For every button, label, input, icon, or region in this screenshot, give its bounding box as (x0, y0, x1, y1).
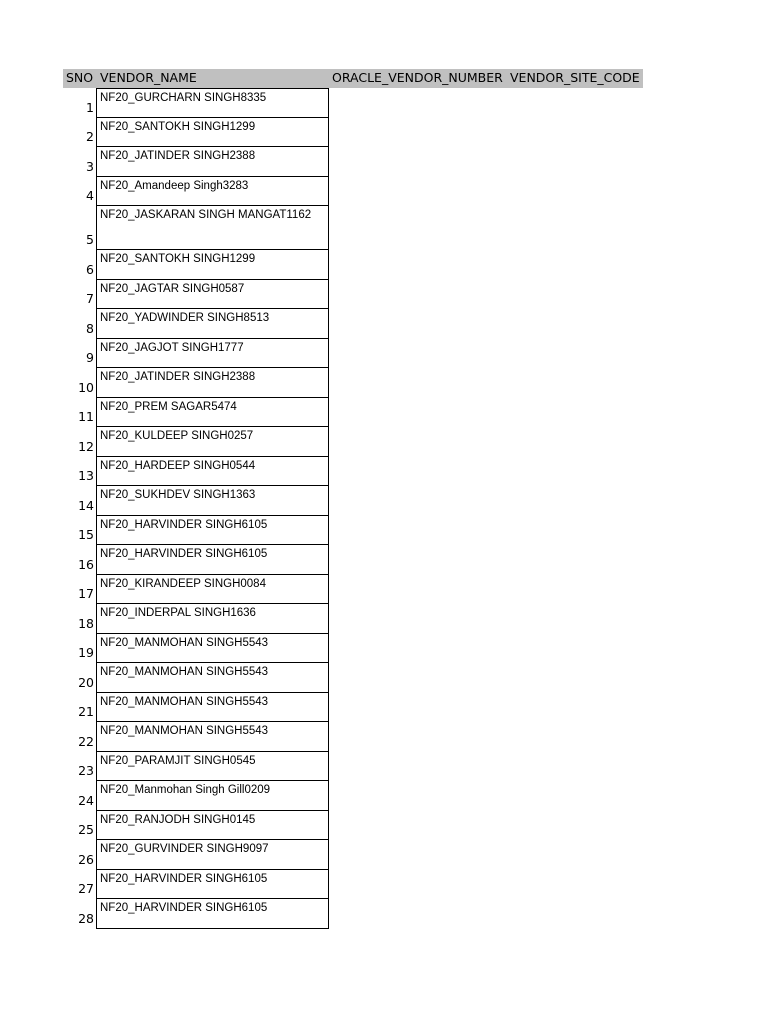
vendor-name-cell: NF20_RANJODH SINGH0145 (96, 811, 329, 841)
vendor-name-cell: NF20_HARVINDER SINGH6105 (96, 516, 329, 546)
vendor-name-cell: NF20_PREM SAGAR5474 (96, 398, 329, 428)
table-row (63, 339, 329, 369)
vendor-name-cell: NF20_SANTOKH SINGH1299 (96, 118, 329, 148)
sno-value: 17 (78, 586, 94, 601)
sno-value: 8 (86, 320, 94, 336)
sno-cell (63, 811, 96, 841)
table-row (63, 899, 329, 929)
table-row (63, 118, 329, 148)
sno-cell (63, 752, 96, 782)
table-row (63, 870, 329, 900)
sno-value: 26 (78, 851, 94, 867)
sno-value: 9 (86, 350, 94, 365)
vendor-name-cell: NF20_YADWINDER SINGH8513 (96, 309, 329, 339)
table-row (63, 575, 329, 605)
table-row (63, 309, 329, 339)
vendor-name-cell: NF20_JAGTAR SINGH0587 (96, 280, 329, 310)
table-row (63, 457, 329, 487)
vendor-name-cell: NF20_JATINDER SINGH2388 (96, 368, 329, 398)
table-row (63, 693, 329, 723)
sno-cell (63, 516, 96, 546)
vendor-name-cell: NF20_PARAMJIT SINGH0545 (96, 752, 329, 782)
sno-cell (63, 604, 96, 634)
sno-cell (63, 368, 96, 398)
sno-cell (63, 250, 96, 280)
sno-cell (63, 840, 96, 870)
vendor-name-cell: NF20_JATINDER SINGH2388 (96, 147, 329, 177)
sno-cell (63, 545, 96, 575)
sno-cell (63, 339, 96, 369)
sno-value: 5 (86, 232, 94, 247)
sno-cell (63, 722, 96, 752)
sno-value: 22 (78, 733, 94, 749)
vendor-name-cell: NF20_INDERPAL SINGH1636 (96, 604, 329, 634)
sno-value: 23 (78, 763, 94, 778)
sno-cell (63, 147, 96, 177)
sno-cell (63, 870, 96, 900)
table-row (63, 177, 329, 207)
sno-cell (63, 118, 96, 148)
header-row (63, 69, 643, 88)
sno-value: 14 (78, 497, 94, 513)
table-row (63, 147, 329, 177)
table-row (63, 781, 329, 811)
sno-value: 25 (78, 822, 94, 837)
sno-cell (63, 427, 96, 457)
sno-value: 1 (86, 99, 94, 115)
sno-value: 21 (78, 704, 94, 719)
sno-value: 7 (86, 291, 94, 306)
vendor-name-cell: NF20_KIRANDEEP SINGH0084 (96, 575, 329, 605)
sno-cell (63, 309, 96, 339)
sno-cell (63, 575, 96, 605)
vendor-name-cell: NF20_MANMOHAN SINGH5543 (96, 722, 329, 752)
table-row (63, 663, 329, 693)
table-row (63, 486, 329, 516)
table-row (63, 752, 329, 782)
sno-value: 2 (86, 129, 94, 144)
vendor-name-cell: NF20_MANMOHAN SINGH5543 (96, 693, 329, 723)
table-row (63, 545, 329, 575)
sno-value: 16 (78, 556, 94, 572)
vendor-name-cell: NF20_GURVINDER SINGH9097 (96, 840, 329, 870)
sno-value: 12 (78, 438, 94, 454)
sno-cell (63, 177, 96, 207)
vendor-name-cell: NF20_HARVINDER SINGH6105 (96, 545, 329, 575)
vendor-name-cell: NF20_HARVINDER SINGH6105 (96, 870, 329, 900)
vendor-name-cell: NF20_KULDEEP SINGH0257 (96, 427, 329, 457)
vendor-name-cell: NF20_Amandeep Singh3283 (96, 177, 329, 207)
vendor-table-body (63, 88, 329, 929)
vendor-name-cell: NF20_GURCHARN SINGH8335 (96, 88, 329, 118)
vendor-name-cell: NF20_HARVINDER SINGH6105 (96, 899, 329, 929)
table-row (63, 634, 329, 664)
sno-value: 15 (78, 527, 94, 542)
sno-value: 4 (86, 188, 94, 203)
table-row (63, 206, 329, 250)
sno-cell (63, 693, 96, 723)
header-vendor-site-code: VENDOR_SITE_CODE (510, 70, 640, 85)
table-row (63, 88, 329, 118)
sno-cell (63, 280, 96, 310)
sno-value: 13 (78, 468, 94, 483)
header-sno: SNO (66, 70, 94, 85)
vendor-name-cell: NF20_SUKHDEV SINGH1363 (96, 486, 329, 516)
sno-value: 6 (86, 261, 94, 277)
vendor-name-cell: NF20_Manmohan Singh Gill0209 (96, 781, 329, 811)
sno-cell (63, 781, 96, 811)
table-row (63, 368, 329, 398)
sno-cell (63, 663, 96, 693)
sno-cell (63, 88, 96, 118)
table-row (63, 398, 329, 428)
table-row (63, 840, 329, 870)
vendor-name-cell: NF20_HARDEEP SINGH0544 (96, 457, 329, 487)
sno-value: 24 (78, 792, 94, 808)
sno-value: 19 (78, 645, 94, 660)
table-row (63, 280, 329, 310)
header-oracle-vendor-number: ORACLE_VENDOR_NUMBER (332, 70, 503, 85)
table-row (63, 427, 329, 457)
table-row (63, 516, 329, 546)
table-row (63, 811, 329, 841)
sno-cell (63, 398, 96, 428)
sno-value: 18 (78, 615, 94, 631)
sno-value: 27 (78, 881, 94, 896)
sno-cell (63, 899, 96, 929)
vendor-name-cell: NF20_JAGJOT SINGH1777 (96, 339, 329, 369)
sno-value: 11 (78, 409, 94, 424)
sno-value: 20 (78, 674, 94, 690)
sno-value: 3 (86, 158, 94, 174)
sno-cell (63, 206, 96, 250)
sno-cell (63, 634, 96, 664)
vendor-name-cell: NF20_MANMOHAN SINGH5543 (96, 663, 329, 693)
vendor-name-cell: NF20_SANTOKH SINGH1299 (96, 250, 329, 280)
vendor-name-cell: NF20_JASKARAN SINGH MANGAT1162 (96, 206, 329, 250)
header-vendor-name: VENDOR_NAME (100, 70, 197, 85)
sno-value: 28 (78, 910, 94, 926)
table-row (63, 604, 329, 634)
sno-cell (63, 486, 96, 516)
table-row (63, 722, 329, 752)
vendor-name-cell: NF20_MANMOHAN SINGH5543 (96, 634, 329, 664)
sno-cell (63, 457, 96, 487)
table-row (63, 250, 329, 280)
sno-value: 10 (78, 379, 94, 395)
